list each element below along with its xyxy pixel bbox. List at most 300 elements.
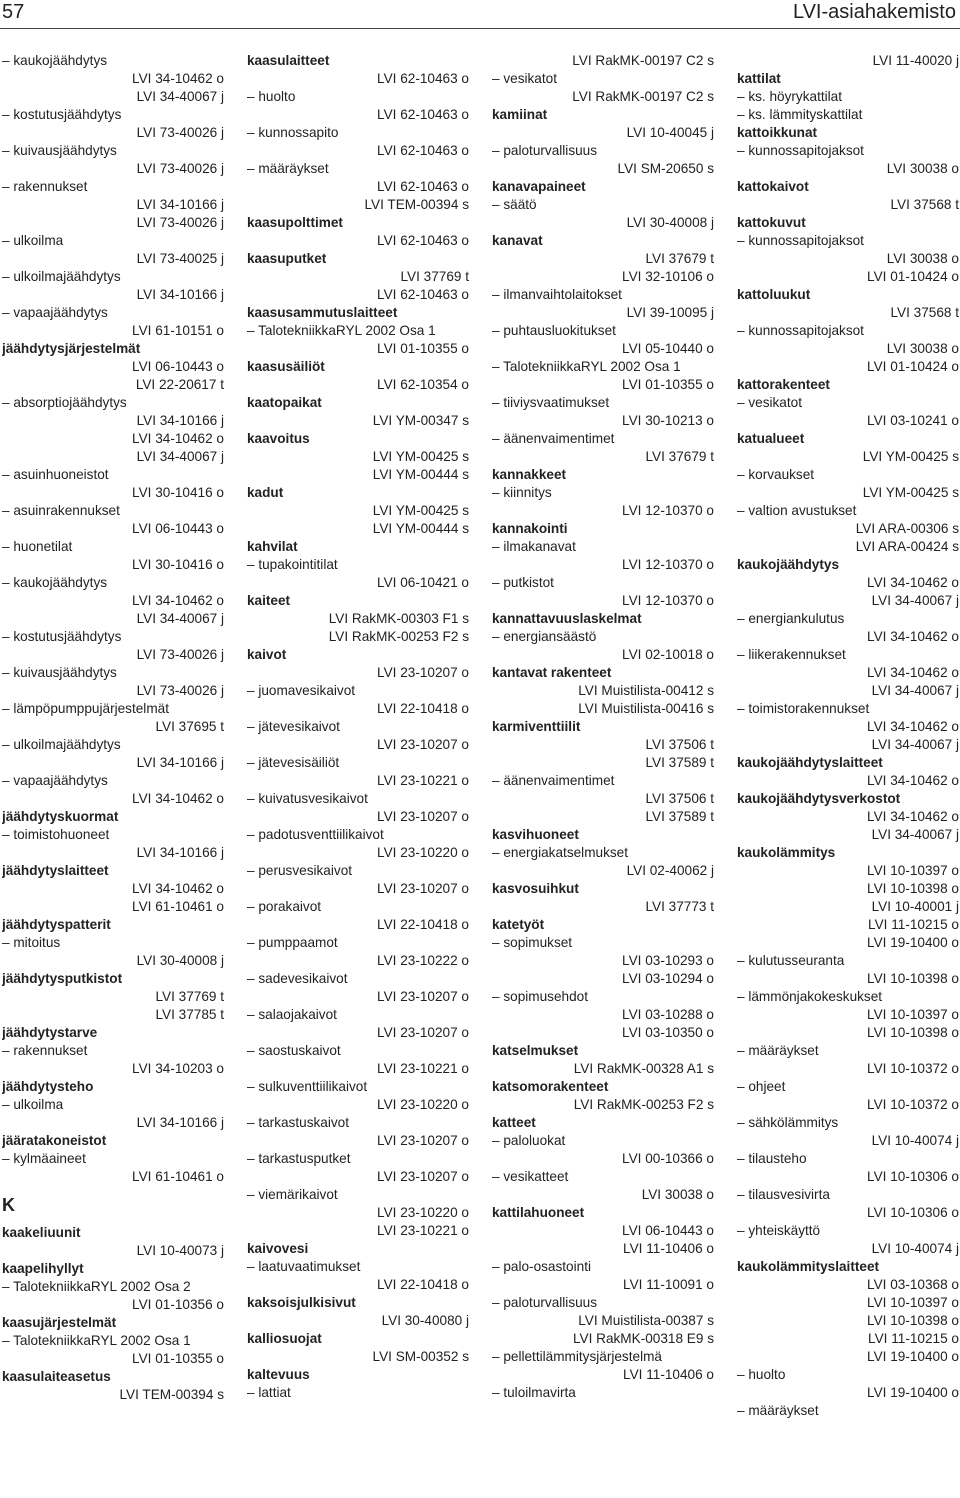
index-reference: LVI ARA-00424 s <box>855 539 959 554</box>
index-term: kamiinat <box>492 107 548 122</box>
index-reference: LVI 11-10406 o <box>623 1367 714 1382</box>
index-reference: LVI 37695 t <box>155 719 224 734</box>
index-reference: LVI 62-10463 o <box>377 179 469 194</box>
index-reference: LVI 01-10424 o <box>867 359 959 374</box>
index-subterm: – TalotekniikkaRYL 2002 Osa 1 <box>492 359 681 374</box>
index-term: kaiteet <box>247 593 291 608</box>
index-reference: LVI TEM-00394 s <box>119 1387 224 1402</box>
index-term: katsomorakenteet <box>492 1079 609 1094</box>
index-reference: LVI 01-10355 o <box>622 377 714 392</box>
index-subterm: – lämmönjakokeskukset <box>737 989 883 1004</box>
index-term: kaivot <box>247 647 287 662</box>
index-reference: LVI RakMK-00303 F1 s <box>328 611 469 626</box>
index-subterm: – ulkoilmajäähdytys <box>2 269 121 284</box>
index-reference: LVI 73-40025 j <box>136 251 224 266</box>
index-subterm: – putkistot <box>492 575 554 590</box>
index-reference: LVI 30-10213 o <box>622 413 714 428</box>
index-column-3 <box>492 52 714 1402</box>
index-reference: LVI 30-10416 o <box>132 485 224 500</box>
index-reference: LVI 10-10398 o <box>867 971 959 986</box>
index-term: kattoikkunat <box>737 125 818 140</box>
index-subterm: – tilausvesivirta <box>737 1187 830 1202</box>
index-term: kaasupolttimet <box>247 215 343 230</box>
index-reference: LVI 03-10294 o <box>622 971 714 986</box>
index-term: kattilahuoneet <box>492 1205 585 1220</box>
index-reference: LVI 03-10368 o <box>867 1277 959 1292</box>
index-reference: LVI 34-40067 j <box>871 593 959 608</box>
index-reference: LVI YM-00425 s <box>372 449 469 464</box>
index-reference: LVI 37568 t <box>890 305 959 320</box>
index-subterm: – ks. höyrykattilat <box>737 89 843 104</box>
index-reference: LVI SM-20650 s <box>617 161 714 176</box>
index-reference: LVI 11-40020 j <box>872 53 959 68</box>
index-term: kanavapaineet <box>492 179 586 194</box>
index-reference: LVI 62-10463 o <box>377 107 469 122</box>
index-reference: LVI 10-40001 j <box>871 899 959 914</box>
index-reference: LVI 19-10400 o <box>867 1385 959 1400</box>
index-subterm: – energiankulutus <box>737 611 845 626</box>
index-reference: LVI 73-40026 j <box>136 683 224 698</box>
index-reference: LVI 23-10221 o <box>377 1061 469 1076</box>
index-reference: LVI 10-10397 o <box>867 1295 959 1310</box>
index-reference: LVI 34-10462 o <box>867 773 959 788</box>
index-reference: LVI 32-10106 o <box>622 269 714 284</box>
index-term: kaasusäiliöt <box>247 359 325 374</box>
index-reference: LVI 73-40026 j <box>136 161 224 176</box>
index-subterm: – ulkoilma <box>2 233 64 248</box>
index-term: kaukojäähdytyslaitteet <box>737 755 883 770</box>
index-reference: LVI 30-40008 j <box>626 215 714 230</box>
index-term: kalliosuojat <box>247 1331 322 1346</box>
index-reference: LVI 39-10095 j <box>626 305 714 320</box>
index-reference: LVI 34-40067 j <box>871 737 959 752</box>
index-term: kanavat <box>492 233 543 248</box>
index-subterm: – ulkoilmajäähdytys <box>2 737 121 752</box>
index-term: kattoluukut <box>737 287 811 302</box>
index-reference: LVI YM-00425 s <box>862 485 959 500</box>
index-subterm: – asuinrakennukset <box>2 503 120 518</box>
index-subterm: – pellettilämmitysjärjestelmä <box>492 1349 662 1364</box>
index-subterm: – ilmanvaihtolaitokset <box>492 287 622 302</box>
index-reference: LVI 01-10424 o <box>867 269 959 284</box>
index-term: kaasulaiteasetus <box>2 1369 111 1384</box>
index-term: katselmukset <box>492 1043 579 1058</box>
index-reference: LVI 22-10418 o <box>377 701 469 716</box>
index-reference: LVI 34-40067 j <box>136 449 224 464</box>
index-reference: LVI 30038 o <box>886 251 959 266</box>
index-subterm: – tuloilmavirta <box>492 1385 576 1400</box>
index-subterm: – TalotekniikkaRYL 2002 Osa 1 <box>247 323 436 338</box>
index-reference: LVI YM-00444 s <box>372 521 469 536</box>
index-reference: LVI 12-10370 o <box>622 503 714 518</box>
section-letter: K <box>2 1195 15 1215</box>
index-reference: LVI 06-10443 o <box>132 521 224 536</box>
index-reference: LVI 10-10306 o <box>867 1169 959 1184</box>
index-reference: LVI RakMK-00197 C2 s <box>572 89 714 104</box>
index-reference: LVI 11-10215 o <box>868 917 959 932</box>
index-term: kasvosuihkut <box>492 881 579 896</box>
index-reference: LVI 03-10288 o <box>622 1007 714 1022</box>
index-reference: LVI 37506 t <box>645 737 714 752</box>
index-reference: LVI 10-40074 j <box>871 1133 959 1148</box>
index-reference: LVI 11-10406 o <box>623 1241 714 1256</box>
index-term: jäähdytysputkistot <box>2 971 123 986</box>
index-reference: LVI RakMK-00197 C2 s <box>572 53 714 68</box>
index-reference: LVI TEM-00394 s <box>364 197 469 212</box>
index-term: kattokuvut <box>737 215 806 230</box>
page-number: 57 <box>2 1 25 23</box>
index-term: kaasusammutuslaitteet <box>247 305 398 320</box>
index-subterm: – tupakointitilat <box>247 557 338 572</box>
index-term: kaatopaikat <box>247 395 322 410</box>
index-reference: LVI 34-10462 o <box>867 719 959 734</box>
index-reference: LVI 06-10421 o <box>377 575 469 590</box>
index-subterm: – asuinhuoneistot <box>2 467 109 482</box>
index-reference: LVI 19-10400 o <box>867 1349 959 1364</box>
index-term: kaavoitus <box>247 431 310 446</box>
index-reference: LVI 34-10166 j <box>136 1115 224 1130</box>
index-reference: LVI 23-10207 o <box>377 1133 469 1148</box>
index-term: jäähdytyskuormat <box>2 809 119 824</box>
index-reference: LVI 61-10151 o <box>132 323 224 338</box>
index-reference: LVI 10-40073 j <box>136 1243 224 1258</box>
index-reference: LVI 02-40062 j <box>626 863 714 878</box>
index-subterm: – toimistorakennukset <box>737 701 870 716</box>
index-reference: LVI YM-00444 s <box>372 467 469 482</box>
index-reference: LVI 73-40026 j <box>136 215 224 230</box>
index-reference: LVI 22-20617 t <box>135 377 224 392</box>
index-term: kasvihuoneet <box>492 827 579 842</box>
index-subterm: – ilmakanavat <box>492 539 576 554</box>
index-subterm: – sähkölämmitys <box>737 1115 839 1130</box>
index-subterm: – TalotekniikkaRYL 2002 Osa 1 <box>2 1333 191 1348</box>
index-column-1 <box>2 52 224 1404</box>
index-reference: LVI 10-10397 o <box>867 863 959 878</box>
index-term: kattorakenteet <box>737 377 830 392</box>
index-reference: LVI 23-10207 o <box>377 1169 469 1184</box>
index-subterm: – määräykset <box>247 161 329 176</box>
index-reference: LVI 12-10370 o <box>622 593 714 608</box>
index-term: kantavat rakenteet <box>492 665 612 680</box>
index-subterm: – ks. lämmityskattilat <box>737 107 863 122</box>
index-term: katualueet <box>737 431 805 446</box>
index-subterm: – valtion avustukset <box>737 503 857 518</box>
index-reference: LVI 37769 t <box>400 269 469 284</box>
index-subterm: – vesikatteet <box>492 1169 569 1184</box>
index-subterm: – sulkuventtiilikaivot <box>247 1079 368 1094</box>
index-reference: LVI Muistilista-00387 s <box>578 1313 714 1328</box>
index-term: katetyöt <box>492 917 545 932</box>
index-reference: LVI 37679 t <box>645 449 714 464</box>
index-reference: LVI 01-10355 o <box>132 1351 224 1366</box>
index-reference: LVI 23-10222 o <box>377 953 469 968</box>
index-subterm: – kunnossapitojaksot <box>737 143 864 158</box>
index-subterm: – puhtausluokitukset <box>492 323 616 338</box>
index-reference: LVI 23-10207 o <box>377 809 469 824</box>
index-reference: LVI 10-40045 j <box>626 125 714 140</box>
index-reference: LVI 01-10355 o <box>377 341 469 356</box>
index-subterm: – salaojakaivot <box>247 1007 337 1022</box>
index-reference: LVI 34-10462 o <box>132 593 224 608</box>
index-term: kaasujärjestelmät <box>2 1315 117 1330</box>
index-reference: LVI RakMK-00328 A1 s <box>573 1061 714 1076</box>
index-subterm: – rakennukset <box>2 179 88 194</box>
index-term: karmiventtiilit <box>492 719 581 734</box>
index-subterm: – viemärikaivot <box>247 1187 338 1202</box>
index-reference: LVI 34-10166 j <box>136 845 224 860</box>
index-subterm: – paloturvallisuus <box>492 143 598 158</box>
index-reference: LVI 37589 t <box>645 755 714 770</box>
index-reference: LVI 34-10166 j <box>136 413 224 428</box>
index-subterm: – kaukojäähdytys <box>2 575 108 590</box>
index-reference: LVI ARA-00306 s <box>855 521 959 536</box>
index-reference: LVI 23-10220 o <box>377 845 469 860</box>
index-reference: LVI 34-10462 o <box>132 71 224 86</box>
index-reference: LVI 37679 t <box>645 251 714 266</box>
index-term: kaasuputket <box>247 251 327 266</box>
index-reference: LVI 03-10350 o <box>622 1025 714 1040</box>
page-title: LVI-asiahakemisto <box>792 1 956 23</box>
index-reference: LVI 34-10462 o <box>867 629 959 644</box>
index-reference: LVI 62-10354 o <box>377 377 469 392</box>
index-reference: LVI Muistilista-00412 s <box>578 683 714 698</box>
index-term: kaukolämmityslaitteet <box>737 1259 880 1274</box>
index-subterm: – palo-osastointi <box>492 1259 591 1274</box>
index-reference: LVI 34-40067 j <box>871 683 959 698</box>
index-reference: LVI 30-10416 o <box>132 557 224 572</box>
index-term: kaukojäähdytysverkostot <box>737 791 901 806</box>
index-subterm: – yhteiskäyttö <box>737 1223 821 1238</box>
index-reference: LVI YM-00347 s <box>372 413 469 428</box>
index-reference: LVI 34-10166 j <box>136 287 224 302</box>
index-subterm: – vapaajäähdytys <box>2 305 108 320</box>
index-term: kannakointi <box>492 521 568 536</box>
index-reference: LVI 23-10207 o <box>377 989 469 1004</box>
index-reference: LVI 34-10462 o <box>132 791 224 806</box>
index-subterm: – kunnossapitojaksot <box>737 323 864 338</box>
index-reference: LVI 30038 o <box>641 1187 714 1202</box>
index-subterm: – lämpöpumppujärjestelmät <box>2 701 169 716</box>
index-term: kattilat <box>737 71 781 86</box>
index-term: kadut <box>247 485 284 500</box>
index-reference: LVI 34-10462 o <box>867 809 959 824</box>
index-reference: LVI 23-10207 o <box>377 881 469 896</box>
index-subterm: – paloturvallisuus <box>492 1295 598 1310</box>
index-term: jäähdytystarve <box>2 1025 98 1040</box>
index-subterm: – huonetilat <box>2 539 73 554</box>
index-subterm: – kunnossapitojaksot <box>737 233 864 248</box>
index-subterm: – saostuskaivot <box>247 1043 341 1058</box>
page-header <box>0 0 960 29</box>
index-term: kaasulaitteet <box>247 53 330 68</box>
index-subterm: – TalotekniikkaRYL 2002 Osa 2 <box>2 1279 191 1294</box>
index-reference: LVI YM-00425 s <box>862 449 959 464</box>
index-subterm: – määräykset <box>737 1043 819 1058</box>
index-subterm: – kaukojäähdytys <box>2 53 108 68</box>
index-term: jäähdytyspatterit <box>2 917 111 932</box>
index-reference: LVI 62-10463 o <box>377 71 469 86</box>
index-subterm: – säätö <box>492 197 537 212</box>
index-reference: LVI RakMK-00253 F2 s <box>573 1097 714 1112</box>
index-subterm: – toimistohuoneet <box>2 827 110 842</box>
index-subterm: – kiinnitys <box>492 485 552 500</box>
index-term: kannattavuuslaskelmat <box>492 611 642 626</box>
index-subterm: – kuivausjäähdytys <box>2 143 117 158</box>
index-term: kannakkeet <box>492 467 567 482</box>
index-column-4 <box>737 52 959 1420</box>
index-subterm: – kunnossapito <box>247 125 339 140</box>
index-reference: LVI 61-10461 o <box>132 1169 224 1184</box>
index-term: jäähdytysjärjestelmät <box>2 341 141 356</box>
index-reference: LVI 34-10166 j <box>136 755 224 770</box>
index-reference: LVI SM-00352 s <box>372 1349 469 1364</box>
index-reference: LVI 23-10221 o <box>377 773 469 788</box>
index-subterm: – tilausteho <box>737 1151 807 1166</box>
index-reference: LVI 23-10220 o <box>377 1205 469 1220</box>
index-subterm: – kulutusseuranta <box>737 953 845 968</box>
index-reference: LVI 23-10220 o <box>377 1097 469 1112</box>
index-reference: LVI 23-10207 o <box>377 737 469 752</box>
index-reference: LVI 05-10440 o <box>622 341 714 356</box>
index-subterm: – sadevesikaivot <box>247 971 348 986</box>
index-subterm: – äänenvaimentimet <box>492 431 615 446</box>
index-subterm: – lattiat <box>247 1385 291 1400</box>
index-reference: LVI 62-10463 o <box>377 287 469 302</box>
index-reference: LVI 34-40067 j <box>136 89 224 104</box>
index-term: jäähdytyslaitteet <box>2 863 109 878</box>
index-term: katteet <box>492 1115 536 1130</box>
index-subterm: – paloluokat <box>492 1133 566 1148</box>
index-reference: LVI 10-10372 o <box>867 1097 959 1112</box>
index-subterm: – tiiviysvaatimukset <box>492 395 610 410</box>
index-subterm: – vesikatot <box>492 71 557 86</box>
index-reference: LVI 11-10091 o <box>623 1277 714 1292</box>
index-subterm: – jätevesikaivot <box>247 719 340 734</box>
index-term: kaksoisjulkisivut <box>247 1295 356 1310</box>
index-subterm: – kostutusjäähdytys <box>2 629 122 644</box>
index-subterm: – jätevesisäiliöt <box>247 755 340 770</box>
index-term: kaapelihyllyt <box>2 1261 84 1276</box>
index-reference: LVI 23-10207 o <box>377 1025 469 1040</box>
index-column-2 <box>247 52 469 1402</box>
index-reference: LVI 62-10463 o <box>377 233 469 248</box>
index-subterm: – kylmäaineet <box>2 1151 86 1166</box>
index-subterm: – ohjeet <box>737 1079 786 1094</box>
index-reference: LVI 22-10418 o <box>377 1277 469 1292</box>
index-reference: LVI 06-10443 o <box>622 1223 714 1238</box>
index-reference: LVI 61-10461 o <box>132 899 224 914</box>
index-reference: LVI RakMK-00253 F2 s <box>328 629 469 644</box>
index-subterm: – tarkastuskaivot <box>247 1115 349 1130</box>
index-term: kaukojäähdytys <box>737 557 839 572</box>
index-reference: LVI 34-10462 o <box>867 575 959 590</box>
index-reference: LVI 10-10398 o <box>867 1025 959 1040</box>
index-reference: LVI RakMK-00318 E9 s <box>572 1331 714 1346</box>
index-term: kattokaivot <box>737 179 809 194</box>
index-reference: LVI 12-10370 o <box>622 557 714 572</box>
index-reference: LVI 00-10366 o <box>622 1151 714 1166</box>
index-subterm: – liikerakennukset <box>737 647 846 662</box>
index-subterm: – huolto <box>247 89 296 104</box>
index-term: kaukolämmitys <box>737 845 836 860</box>
index-reference: LVI 37769 t <box>155 989 224 1004</box>
index-subterm: – äänenvaimentimet <box>492 773 615 788</box>
index-reference: LVI 10-10306 o <box>867 1205 959 1220</box>
index-term: kahvilat <box>247 539 298 554</box>
index-subterm: – energiansäästö <box>492 629 597 644</box>
index-reference: LVI 34-10462 o <box>132 431 224 446</box>
index-subterm: – ulkoilma <box>2 1097 64 1112</box>
index-subterm: – absorptiojäähdytys <box>2 395 127 410</box>
index-reference: LVI 37785 t <box>155 1007 224 1022</box>
index-term: jäähdytysteho <box>2 1079 94 1094</box>
index-reference: LVI 34-40067 j <box>871 827 959 842</box>
index-subterm: – padotusventtiilikaivot <box>247 827 384 842</box>
index-reference: LVI 37773 t <box>645 899 714 914</box>
index-reference: LVI 10-10398 o <box>867 881 959 896</box>
index-reference: LVI 23-10221 o <box>377 1223 469 1238</box>
index-reference: LVI 22-10418 o <box>377 917 469 932</box>
index-reference: LVI 03-10293 o <box>622 953 714 968</box>
index-subterm: – vesikatot <box>737 395 802 410</box>
index-subterm: – porakaivot <box>247 899 322 914</box>
index-reference: LVI 30-40080 j <box>381 1313 469 1328</box>
index-reference: LVI 23-10207 o <box>377 665 469 680</box>
index-reference: LVI 10-10397 o <box>867 1007 959 1022</box>
index-reference: LVI 30038 o <box>886 341 959 356</box>
index-reference: LVI 10-10398 o <box>867 1313 959 1328</box>
index-subterm: – kuivatusvesikaivot <box>247 791 368 806</box>
index-reference: LVI 73-40026 j <box>136 125 224 140</box>
index-subterm: – määräykset <box>737 1403 819 1418</box>
index-reference: LVI 03-10241 o <box>867 413 959 428</box>
index-subterm: – huolto <box>737 1367 786 1382</box>
index-subterm: – energiakatselmukset <box>492 845 629 860</box>
index-reference: LVI 34-10166 j <box>136 197 224 212</box>
index-reference: LVI 34-10462 o <box>867 665 959 680</box>
index-reference: LVI 02-10018 o <box>622 647 714 662</box>
index-subterm: – laatuvaatimukset <box>247 1259 361 1274</box>
index-term: kaakeliuunit <box>2 1225 81 1240</box>
index-subterm: – vapaajäähdytys <box>2 773 108 788</box>
index-reference: LVI 34-10462 o <box>132 881 224 896</box>
index-subterm: – kuivausjäähdytys <box>2 665 117 680</box>
index-subterm: – perusvesikaivot <box>247 863 353 878</box>
index-subterm: – korvaukset <box>737 467 815 482</box>
index-subterm: – mitoitus <box>2 935 61 950</box>
index-reference: LVI 06-10443 o <box>132 359 224 374</box>
index-reference: LVI 10-10372 o <box>867 1061 959 1076</box>
index-reference: LVI 34-10203 o <box>132 1061 224 1076</box>
index-term: kaivovesi <box>247 1241 309 1256</box>
index-reference: LVI 19-10400 o <box>867 935 959 950</box>
index-reference: LVI 37589 t <box>645 809 714 824</box>
index-subterm: – sopimusehdot <box>492 989 588 1004</box>
index-reference: LVI 11-10215 o <box>868 1331 959 1346</box>
index-reference: LVI 37506 t <box>645 791 714 806</box>
index-subterm: – juomavesikaivot <box>247 683 356 698</box>
index-subterm: – pumppaamot <box>247 935 338 950</box>
index-term: kaltevuus <box>247 1367 310 1382</box>
index-reference: LVI 30-40008 j <box>136 953 224 968</box>
index-reference: LVI 30038 o <box>886 161 959 176</box>
index-subterm: – sopimukset <box>492 935 573 950</box>
index-subterm: – tarkastusputket <box>247 1151 351 1166</box>
index-reference: LVI 34-40067 j <box>136 611 224 626</box>
index-reference: LVI 73-40026 j <box>136 647 224 662</box>
index-subterm: – rakennukset <box>2 1043 88 1058</box>
index-reference: LVI Muistilista-00416 s <box>578 701 714 716</box>
